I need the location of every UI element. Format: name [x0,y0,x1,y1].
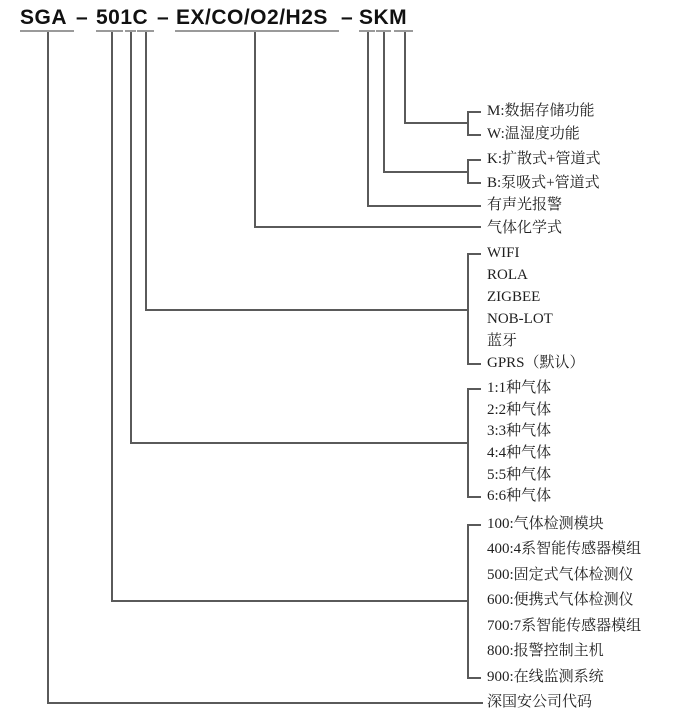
bracket-gas-count-vertical [467,388,469,497]
label-gas-count-6: 6:6种气体 [487,488,552,504]
code-dash-1: – [76,6,89,29]
label-series-600: 600:便携式气体检测仪 [487,592,634,608]
code-dash-3: – [341,6,354,29]
dropline-gas-formula [254,32,256,227]
label-series-400: 400:4系智能传感器模组 [487,541,642,557]
dropline-feature [404,32,406,123]
label-series-900: 900:在线监测系统 [487,669,604,685]
code-segment-series: 501C [96,6,149,29]
label-series-700: 700:7系智能传感器模组 [487,618,642,634]
label-gas-count-5: 5:5种气体 [487,467,552,483]
code-segment-gases: EX/CO/O2/H2S [176,6,328,29]
code-segment-company: SGA [20,6,68,29]
label-feature-w: W:温湿度功能 [487,126,580,142]
connector-company [47,702,483,704]
label-gas-count-4: 4:4种气体 [487,445,552,461]
connector-feature [404,122,467,124]
bracket-comm-bottom-tick [467,363,481,365]
dropline-gas-count [130,32,132,443]
bracket-series-bottom-tick [467,677,481,679]
label-gas-formula: 气体化学式 [487,220,563,236]
dropline-sampling [383,32,385,172]
underline-gas-formula [175,30,339,32]
dropline-company [47,32,49,703]
label-comm-bluetooth: 蓝牙 [487,333,518,349]
bracket-sampling-bottom-tick [467,182,481,184]
bracket-feature-vertical [467,111,469,135]
label-gas-count-1: 1:1种气体 [487,380,552,396]
bracket-feature-top-tick [467,111,481,113]
label-comm-gprs: GPRS（默认） [487,355,585,371]
label-comm-rola: ROLA [487,267,528,283]
label-series-100: 100:气体检测模块 [487,516,604,532]
label-comm-noblot: NOB-LOT [487,311,553,327]
bracket-sampling-vertical [467,159,469,183]
label-feature-m: M:数据存储功能 [487,103,595,119]
label-sampling-b: B:泵吸式+管道式 [487,175,600,191]
bracket-sampling-top-tick [467,159,481,161]
label-company-code: 深国安公司代码 [487,694,593,710]
bracket-feature-bottom-tick [467,134,481,136]
connector-alarm [367,205,481,207]
connector-gas-count [130,442,467,444]
connector-sampling [383,171,467,173]
bracket-gas-count-top-tick [467,388,481,390]
bracket-comm-vertical [467,253,469,364]
code-segment-features: SKM [359,6,408,29]
dropline-series [111,32,113,601]
label-gas-count-3: 3:3种气体 [487,423,552,439]
code-dash-2: – [157,6,170,29]
label-gas-count-2: 2:2种气体 [487,402,552,418]
bracket-gas-count-bottom-tick [467,496,481,498]
bracket-comm-top-tick [467,253,481,255]
label-comm-wifi: WIFI [487,245,520,261]
label-series-800: 800:报警控制主机 [487,643,604,659]
label-comm-zigbee: ZIGBEE [487,289,541,305]
label-alarm: 有声光报警 [487,197,563,213]
bracket-series-top-tick [467,524,481,526]
connector-series [111,600,467,602]
label-series-500: 500:固定式气体检测仪 [487,567,634,583]
connector-comm [145,309,467,311]
dropline-alarm [367,32,369,206]
connector-gas-formula [254,226,481,228]
bracket-series-vertical [467,524,469,678]
label-sampling-k: K:扩散式+管道式 [487,151,601,167]
dropline-comm [145,32,147,310]
underline-50 [96,30,123,32]
